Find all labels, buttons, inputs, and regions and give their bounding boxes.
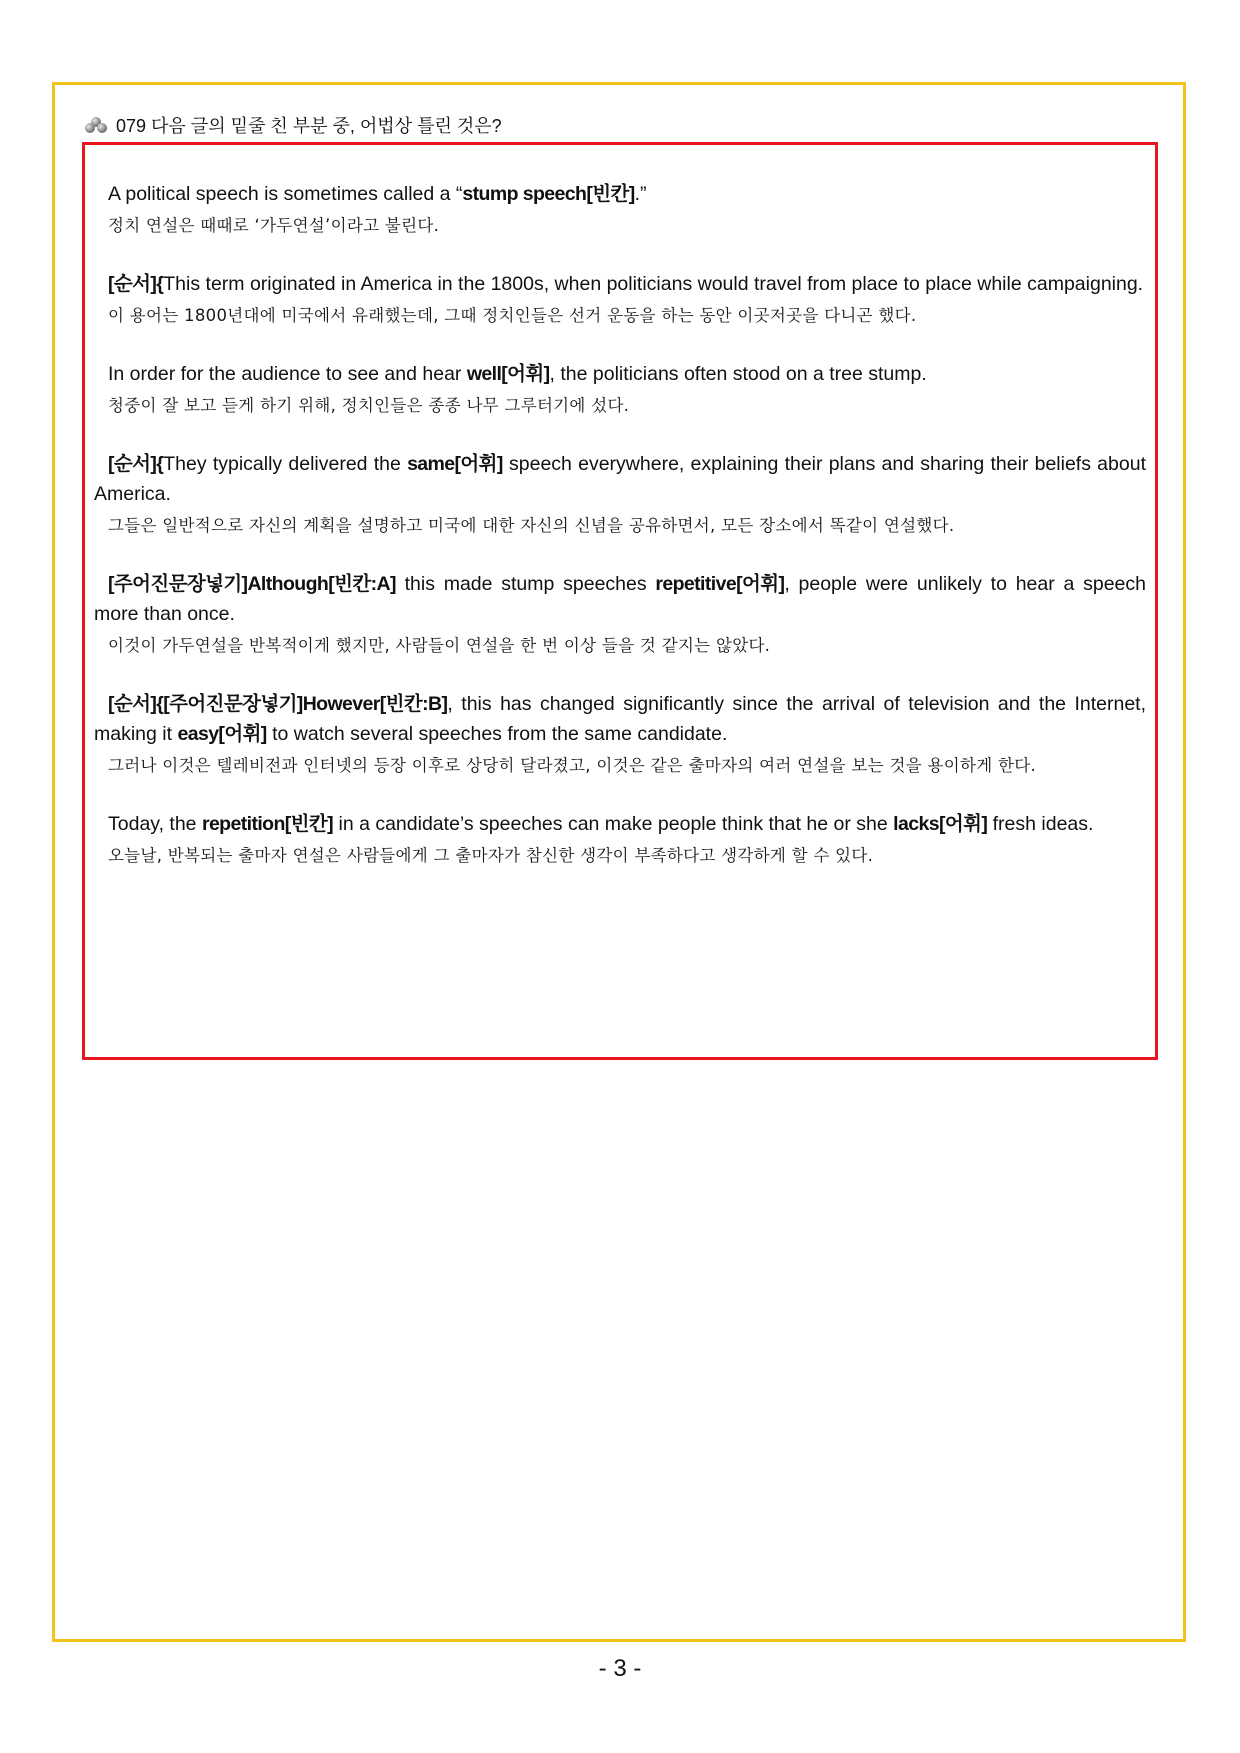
english-sentence bbox=[94, 809, 1146, 839]
sentence-text: Today, the bbox=[108, 813, 202, 835]
korean-translation: 오늘날, 반복되는 출마자 연설은 사람들에게 그 출마자가 참신한 생각이 부족하다고 생각하게 할 수 있다. bbox=[108, 846, 874, 865]
question-header bbox=[84, 110, 502, 140]
sentence-text: A political speech is sometimes called a “ bbox=[108, 183, 463, 205]
sentence-text: speech everywhere, explaining their plans and sharing their beliefs about America. bbox=[94, 453, 1146, 505]
marked-term: [순서]{[주어진문장넣기]However[빈칸:B] bbox=[108, 693, 448, 715]
sentence-text: They typically delivered the bbox=[163, 453, 408, 475]
marked-term: stump speech[빈칸] bbox=[462, 183, 635, 205]
english-sentence bbox=[94, 569, 1146, 629]
passage-block bbox=[94, 569, 1146, 660]
marked-term: well[어휘] bbox=[466, 363, 550, 385]
sentence-text: this made stump speeches bbox=[395, 573, 656, 595]
question-title: 079 다음 글의 밑줄 친 부분 중, 어법상 틀린 것은? bbox=[116, 116, 502, 136]
passage-block bbox=[94, 269, 1146, 330]
marked-term: lacks[어휘] bbox=[893, 813, 988, 835]
passage-blocks bbox=[94, 179, 1146, 870]
korean-translation: 이 용어는 1800년대에 미국에서 유래했는데, 그때 정치인들은 선거 운동을 하는 동안 이곳저곳을 다니곤 했다. bbox=[108, 306, 917, 325]
sentence-text: This term originated in America in the 1800s, when politicians would travel from place to place while campaigning. bbox=[163, 273, 1144, 295]
marked-term: repetition[빈칸] bbox=[201, 813, 334, 835]
korean-translation: 이것이 가두연설을 반복적이게 했지만, 사람들이 연설을 한 번 이상 들을 것 같지는 않았다. bbox=[108, 636, 771, 655]
page-number: - 3 - bbox=[598, 1655, 642, 1682]
passage-block bbox=[94, 179, 1146, 240]
sentence-text: , this has changed significantly since the arrival of television and the Internet, making it bbox=[94, 693, 1146, 745]
passage-block bbox=[94, 809, 1146, 870]
marked-term: [주어진문장넣기]Although[빈칸:A] bbox=[108, 573, 396, 595]
english-sentence bbox=[94, 689, 1146, 749]
english-sentence bbox=[94, 269, 1146, 299]
english-sentence bbox=[94, 179, 1146, 209]
marked-term: [순서]{ bbox=[108, 453, 164, 475]
korean-translation: 그러나 이것은 텔레비전과 인터넷의 등장 이후로 상당히 달라졌고, 이것은 같은 출마자의 여러 연설을 보는 것을 용이하게 한다. bbox=[108, 756, 1036, 775]
three-spheres-icon bbox=[84, 116, 108, 134]
english-sentence bbox=[94, 359, 1146, 389]
english-sentence bbox=[94, 449, 1146, 509]
marked-term: repetitive[어휘] bbox=[655, 573, 785, 595]
sentence-text: fresh ideas. bbox=[987, 813, 1094, 835]
korean-translation: 그들은 일반적으로 자신의 계획을 설명하고 미국에 대한 자신의 신념을 공유하면서, 모든 장소에서 똑같이 연설했다. bbox=[108, 516, 955, 535]
passage-block bbox=[94, 449, 1146, 540]
sentence-text: , people were unlikely to hear a speech more than once. bbox=[94, 573, 1146, 625]
passage-block bbox=[94, 689, 1146, 780]
sentence-text: In order for the audience to see and hear bbox=[108, 363, 467, 385]
korean-translation: 정치 연설은 때때로 ‘가두연설’이라고 불린다. bbox=[108, 216, 440, 235]
passage-box bbox=[82, 142, 1158, 1060]
sentence-text: in a candidate’s speeches can make people think that he or she bbox=[333, 813, 894, 835]
sentence-text: to watch several speeches from the same candidate. bbox=[266, 723, 728, 745]
marked-term: same[어휘] bbox=[407, 453, 503, 475]
marked-term: easy[어휘] bbox=[177, 723, 267, 745]
marked-term: [순서]{ bbox=[108, 273, 164, 295]
korean-translation: 청중이 잘 보고 듣게 하기 위해, 정치인들은 종종 나무 그루터기에 섰다. bbox=[108, 396, 630, 415]
sentence-text: , the politicians often stood on a tree stump. bbox=[549, 363, 927, 385]
passage-block bbox=[94, 359, 1146, 420]
sentence-text: .” bbox=[634, 183, 647, 205]
